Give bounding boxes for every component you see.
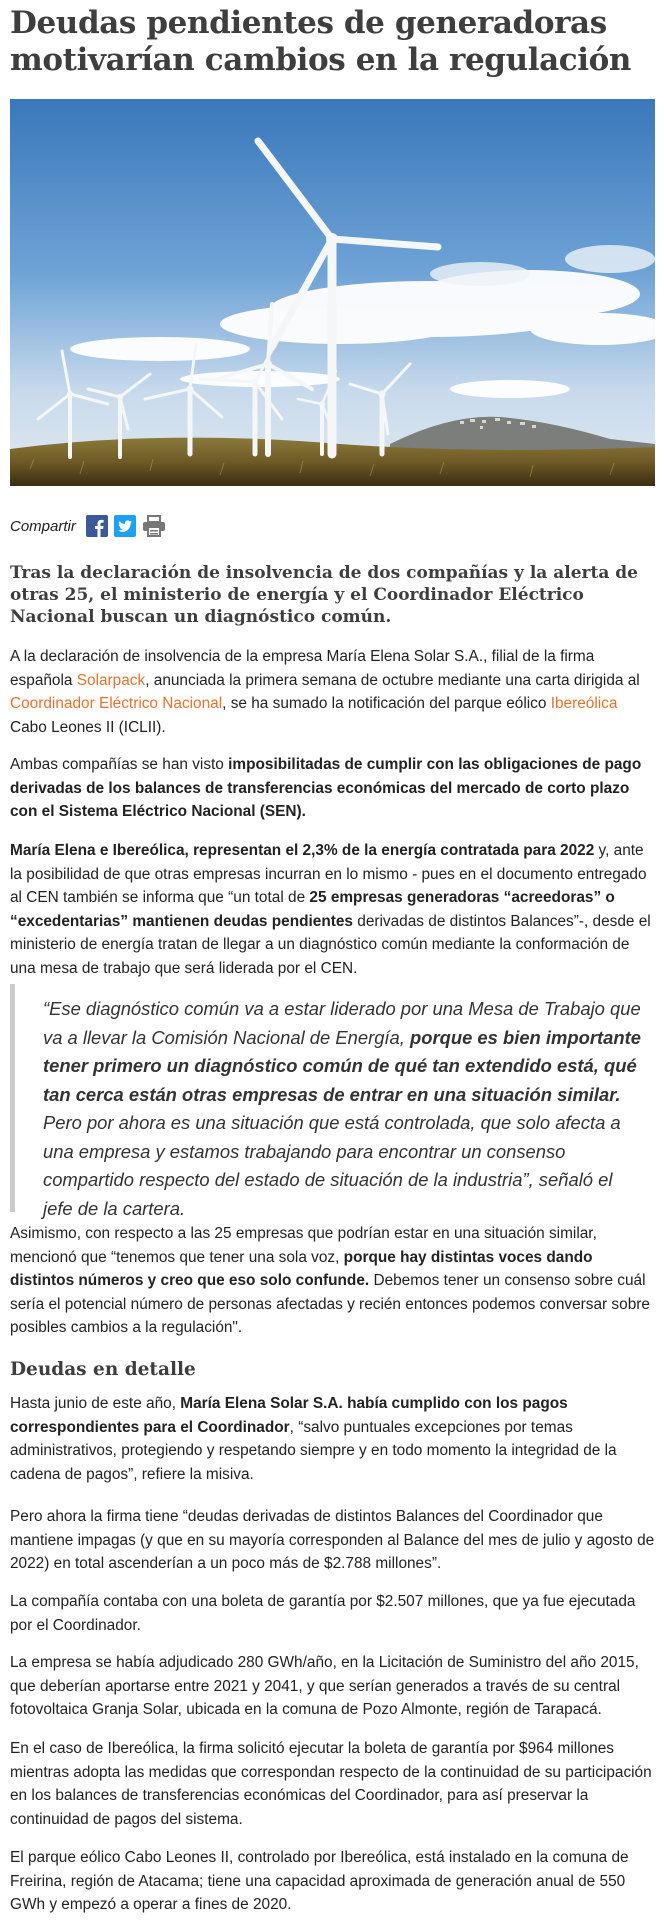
print-icon[interactable] [142, 515, 164, 537]
share-label: Compartir [10, 517, 76, 535]
paragraph-7: La compañía contaba con una boleta de garantía por $2.507 millones, que ya fue ejecutada por el Coordinador. [10, 1593, 636, 1634]
link-ibereolica[interactable]: Ibereólica [550, 695, 618, 713]
paragraph-5 [10, 1392, 655, 1486]
paragraph-bold: María Elena e Ibereólica, representan el 2,3% de la energía contratada para 2022 [10, 842, 595, 859]
quote-part: “Ese diagnóstico común va a estar liderado por una Mesa de Trabajo que va a llevar la Comisión Nacional de Energía, [43, 998, 641, 1048]
blockquote [10, 984, 660, 1219]
hero-image [10, 99, 655, 486]
paragraph-text: Ambas compañías se han visto [10, 756, 229, 773]
quote-text [43, 995, 643, 1223]
paragraph-10: El parque eólico Cabo Leones II, controlado por Ibereólica, está instalado en la comuna de Freirina, región de Atacama; tiene una capacidad aproximada de generación anual de 550 GWh y empezó a operar a fines de 2020. [10, 1849, 629, 1914]
paragraph-bold: imposibilitadas de cumplir con las obligaciones de pago derivadas de los balances de transferencias económicas del mercado de corto plazo con el Sistema Eléctrico Nacional (SEN). [10, 756, 642, 821]
facebook-icon[interactable] [86, 515, 108, 537]
section-heading: Deudas en detalle [10, 1359, 196, 1380]
paragraph-8: La empresa se había adjudicado 280 GWh/año, en la Licitación de Suministro del año 2015, que deberían aportarse entre 2021 y 2041, y que serían generados a través de su central fotovoltaica Granja Solar, ubicada en la comuna de Pozo Almonte, región de Tarapacá. [10, 1654, 639, 1719]
paragraph-9: En el caso de Ibereólica, la firma solicitó ejecutar la boleta de garantía por $964 millones mientras adopta las medidas que correspondan respecto de la continuidad de su participación en los balances de transferencias económicas del Coordinador, para así preservar la continuidad de pagos del sistema. [10, 1740, 652, 1828]
article-title: Deudas pendientes de generadoras motivarían cambios en la regulación [10, 5, 632, 78]
link-coordinador[interactable]: Coordinador Eléctrico Nacional [10, 695, 223, 713]
paragraph-text: Hasta junio de este año, [10, 1395, 181, 1412]
paragraph-4 [10, 1222, 655, 1340]
paragraph-1 [10, 645, 655, 739]
paragraph-text: Asimismo, con respecto a las 25 empresas que podrían estar en una situación similar, mencionó que “tenemos que tener una sola voz, [10, 1225, 597, 1266]
paragraph-text: Debemos tener un consenso sobre cuál sería el potencial número de personas afectadas y recién entonces podemos conversar sobre posibles cambios a la regulación". [10, 1272, 650, 1337]
article-lead: Tras la declaración de insolvencia de dos compañías y la alerta de otras 25, el ministerio de energía y el Coordinador Eléctrico Nacional buscan un diagnóstico común. [10, 563, 638, 627]
paragraph-text: y, ante la posibilidad de que otras empresas incurran en lo mismo - pues en el documento entregado al CEN también se informa que “un total de [10, 842, 647, 907]
twitter-icon[interactable] [114, 515, 136, 537]
paragraph-text: A la declaración de insolvencia de la empresa María Elena Solar S.A., filial de la firma española [10, 648, 595, 689]
share-bar [10, 513, 164, 539]
paragraph-text: , “salvo puntuales excepciones por temas administrativos, protegiendo y respetando siempre y en todo momento la integridad de la cadena de pagos”, refiere la misiva. [10, 1418, 617, 1483]
paragraph-bold: 25 empresas generadoras “acreedoras” o “excedentarias” mantienen deudas pendientes [10, 889, 615, 930]
link-solarpack[interactable]: Solarpack [76, 671, 146, 689]
paragraph-text: derivadas de distintos Balances”-, desde el ministerio de energía tratan de llegar a un diagnóstico común mediante la conformación de una mesa de trabajo que será liderada por el CEN. [10, 912, 651, 977]
quote-part: Pero por ahora es una situación que está controlada, que solo afecta a una empresa y estamos trabajando para encontrar un consenso compartido respecto del estado de situación de la industria”, señaló el jefe de la cartera. [43, 1112, 621, 1219]
paragraph-bold: porque hay distintas voces dando distintos números y creo que eso solo confunde. [10, 1248, 593, 1290]
paragraph-bold: María Elena Solar S.A. había cumplido con los pagos correspondientes para el Coordinador [10, 1395, 568, 1436]
quote-bold: porque es bien importante tener primero un diagnóstico común de qué tan extendido está, qué tan cerca están otras empresas de entrar en una situación similar. [43, 1026, 641, 1105]
paragraph-text: , anunciada la primera semana de octubre mediante una carta dirigida al [145, 671, 640, 689]
paragraph-3 [10, 839, 655, 981]
paragraph-text: , se ha sumado la notificación del parque eólico [222, 695, 551, 713]
paragraph-2 [10, 753, 655, 824]
paragraph-6: Pero ahora la firma tiene “deudas derivadas de distintos Balances del Coordinador que mantiene impagas (y que en su mayoría corresponden al Balance del mes de julio y agosto de 2022) en total ascenderían a un poco más de $2.788 millones”. [10, 1508, 655, 1573]
paragraph-text: Cabo Leones II (ICLII). [10, 718, 166, 736]
